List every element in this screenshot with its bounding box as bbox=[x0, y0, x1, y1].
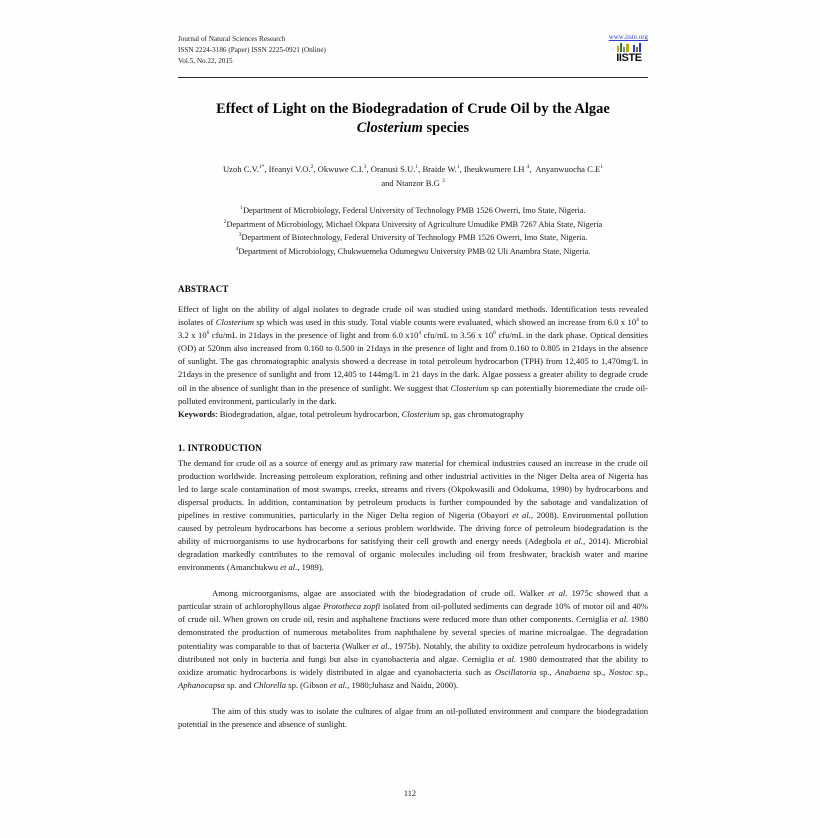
abstract-text-d: cfu/mL in 21days in the presence of light and from 6.0 x10 bbox=[209, 330, 419, 341]
paper-title-genus: Closterium bbox=[356, 120, 423, 137]
abstract-genus-1: Closterium bbox=[215, 317, 254, 328]
abstract-exponent-1: 4 bbox=[636, 317, 639, 324]
affiliation-item: $^3$Department of Biotechnology, Federal University of Technology PMB 1526 Owerri, Imo State, Nigeria. bbox=[238, 232, 588, 243]
intro-p1-text-b: , 2008). Environmental pollution caused by petroleum hydrocarbons has become a serious problem worldwide. The driving force of petroleum biodegradation is the ability of microorganisms to use hydrocarbons for satisfying their cell growth and energy needs (Adegbola bbox=[178, 509, 648, 547]
intro-p2-text-a: Among microorganisms, algae are associated with the biodegradation of crude oil. Walker bbox=[212, 588, 549, 599]
affiliation-item: $^4$Department of Microbiology, Chukwuemeka Odumegwu University PMB 02 Uli Anambra State, Nigeria. bbox=[235, 245, 591, 256]
intro-p1-text-d: , 1989). bbox=[297, 562, 324, 573]
intro-p2-genus-2: Anabaena bbox=[555, 666, 590, 677]
abstract-heading: ABSTRACT bbox=[178, 284, 229, 295]
affiliation-item: $^2$Department of Microbiology, Michael Okpara University of Agriculture Umudike PMB 7267 Abia State, Nigeria bbox=[223, 219, 603, 229]
affiliation-list bbox=[178, 204, 648, 258]
journal-issn: ISSN 2224-3186 (Paper) ISSN 2225-0921 (Online) bbox=[178, 46, 326, 55]
intro-p2-etal-5: et al. bbox=[330, 679, 348, 690]
abstract-body bbox=[178, 303, 648, 408]
keywords-genus: Closterium bbox=[401, 408, 440, 419]
abstract-text-g: sp can potentially bioremediate the crude oil-polluted environment, particularly in the dark. bbox=[178, 382, 648, 406]
intro-p2-text-c: isolated from oil-polluted sediments can degrade 10% of motor oil and 40% of crude oil. When grown on crude oil, resin and asphaltene fractions were reduced more than other components. Cerniglia bbox=[178, 601, 648, 625]
publisher-website-link[interactable]: www.iiste.org bbox=[608, 34, 648, 41]
intro-p1-text-a: The demand for crude oil as a source of energy and as primary raw material for chemical industries caused an increase in the crude oil production worldwide. Increasing petroleum exploration, refining and other industrial activities in the Niger Delta area of Nigeria has led to large scale contamination of most swamps, creeks, streams and rivers (Okpokwasili and Odokuma, 1990) by hydrocarbons and dispersal products. In addition, contamination by petroleum products is further compounded by the sabotage and vandalization of pipelines in restive communities, particularly in the Niger Delta region of Nigeria (Obayori bbox=[178, 457, 648, 520]
journal-volume: Vol.5, No.22, 2015 bbox=[178, 57, 233, 66]
intro-p2-text-l: , 1980;Juhasz and Naidu, 2000). bbox=[347, 679, 459, 690]
keywords-line bbox=[178, 408, 648, 421]
intro-p2-text-e: , 1975b). Notably, the ability to oxidize petroleum hydrocarbons is widely distributed not only in bacteria and fungi but also in cyanobacteria and algae. Cerniglia bbox=[178, 640, 649, 664]
iiste-logo bbox=[610, 43, 648, 64]
title-block bbox=[178, 100, 648, 139]
introduction-paragraph-1 bbox=[178, 457, 648, 575]
abstract-exponent-4: 6 bbox=[493, 330, 496, 337]
intro-p2-text-g: sp., bbox=[536, 666, 556, 677]
intro-p2-species-1: Prototheca zopfi bbox=[323, 601, 381, 612]
author-list bbox=[178, 163, 648, 191]
journal-name: Journal of Natural Sciences Research bbox=[178, 35, 286, 43]
journal-identity bbox=[178, 34, 326, 67]
intro-p2-etal-2: et al. bbox=[610, 614, 629, 625]
intro-p2-etal-4: et al. bbox=[497, 653, 517, 664]
intro-p2-genus-5: Chlorella bbox=[253, 679, 287, 690]
intro-p1-etal-2: et al. bbox=[564, 536, 584, 547]
journal-masthead bbox=[178, 34, 648, 78]
introduction-paragraph-3: The aim of this study was to isolate the cultures of algae from an oil-polluted environment and compare the biodegradation potential in the presence and absence of sunlight. bbox=[178, 705, 648, 729]
page-number: 112 bbox=[403, 789, 417, 798]
intro-p2-text-j: sp. and bbox=[224, 679, 254, 690]
abstract-exponent-2: 6 bbox=[206, 330, 210, 337]
abstract-text-b: sp which was used in this study. Total viable counts were evaluated, which showed an increase from 6.0 x 10 bbox=[254, 317, 637, 328]
intro-p1-etal-3: et al. bbox=[280, 562, 298, 573]
intro-p2-text-f: 1980 demostrated that the ability to oxidize aromatic hydrocarbons is widely distributed in algae and cyanobacteria such as bbox=[178, 653, 648, 677]
intro-p2-genus-1: Oscillatoria bbox=[494, 666, 537, 677]
paper-title bbox=[178, 100, 648, 139]
paper-title-line2-rest: species bbox=[422, 120, 470, 137]
intro-p2-text-k: sp. (Gibson bbox=[286, 679, 331, 690]
abstract-text-e: cfu/mL to 3.56 x 10 bbox=[421, 330, 494, 341]
introduction-paragraph-2 bbox=[178, 587, 648, 692]
author-line-2: and Ntanzor B.G $^3$ bbox=[381, 177, 445, 188]
abstract-text-f: cfu/mL in the dark phase. Optical densities (OD) at 520nm also increased from 0.160 to 0.500 in 21days in the presence of light and from 0.160 to 0.805 in 21days in the absence of sunlight. The gas chromatographic analysis showed a decrease in total petroleum hydrocarbon (TPH) from 12,405 to 1,470mg/L in 21days in the presence of sunlight and from 12,405 to 144mg/L in 21 days in the dark. Algae possess a greater ability to degrade crude oil in the absence of sunlight than in the presence of sunlight. We suggest that bbox=[178, 330, 648, 393]
keywords-text-a: : Biodegradation, algae, total petroleum hydrocarbon, bbox=[215, 408, 402, 419]
keywords-text-b: sp, gas chromatography bbox=[439, 408, 524, 419]
introduction-heading: 1. INTRODUCTION bbox=[178, 442, 263, 453]
intro-p2-genus-3: Nostoc bbox=[608, 666, 633, 677]
abstract-genus-2: Closterium bbox=[450, 382, 489, 393]
intro-p2-genus-4: Aphanocapsa bbox=[178, 679, 225, 690]
intro-p2-text-h: sp., bbox=[589, 666, 609, 677]
author-line-1: Uzoh C.V.$^{1*}$, Ifeanyi V.O.$^2$, Okwuwe C.I.$^3$, Oranusi S.U.$^1$, Braide W.$^1$, Iheukwumere I.H $^4$, Anyanwuocha $C.E^1$ bbox=[222, 163, 604, 174]
abstract-text-c: to 3.2 x 10 bbox=[178, 317, 648, 341]
abstract-exponent-3: 4 bbox=[418, 330, 422, 337]
intro-p2-etal-3: et al. bbox=[372, 640, 390, 651]
keywords-label: Keywords bbox=[178, 408, 216, 419]
abstract-text-a: Effect of light on the ability of algal isolates to degrade crude oil was studied using standard methods. Identification tests revealed isolates of bbox=[178, 304, 648, 328]
publisher-block bbox=[609, 34, 648, 64]
logo-bars-icon bbox=[610, 43, 648, 52]
intro-p2-text-d: 1980 demonstrated the production of numerous metabolites from naphthalene by several species of marine microalgae. The degradation potentiality was comparable to that of bacteria (Walker bbox=[178, 614, 648, 651]
paper-title-line1: Effect of Light on the Biodegradation of Crude Oil by the Algae bbox=[216, 101, 610, 117]
page-content bbox=[178, 34, 648, 731]
iiste-logo-text: IISTE bbox=[616, 52, 642, 64]
intro-p2-text-i: sp., bbox=[632, 666, 648, 677]
intro-p1-text-c: , 2014). Microbial degradation markedly contributes to the removal of organic molecules including oil from freshwater, brackish water and marine environments (Amanchukwu bbox=[178, 536, 648, 573]
affiliation-item: $^1$Department of Microbiology, Federal University of Technology PMB 1526 Owerri, Imo State, Nigeria. bbox=[240, 205, 586, 216]
intro-p1-etal-1: et al. bbox=[512, 509, 531, 520]
intro-p2-text-b: 1975c showed that a particular strain of achlorophyllous algae bbox=[178, 588, 648, 612]
intro-p2-etal-1: et al. bbox=[548, 588, 568, 599]
